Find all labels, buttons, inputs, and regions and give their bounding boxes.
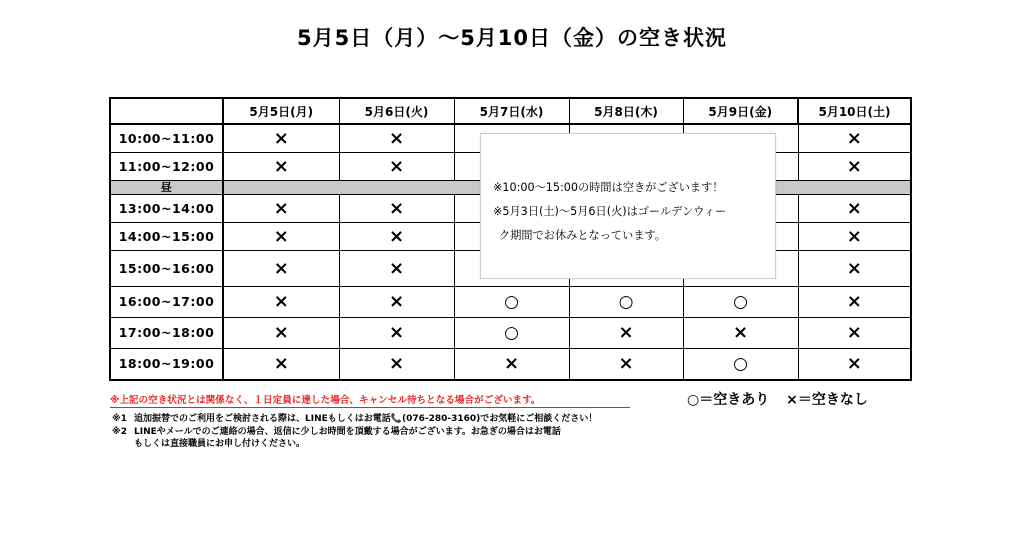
time-slot-label: 15:00~16:00 (110, 250, 223, 286)
availability-cell: × (339, 286, 454, 317)
footnote-number: ※2 (112, 426, 128, 437)
availability-cell: ○ (569, 286, 683, 317)
time-slot-label: 13:00~14:00 (110, 194, 223, 222)
footnote (112, 438, 597, 451)
availability-cell: × (798, 124, 911, 152)
availability-cell: × (339, 222, 454, 250)
day-header: 5月6日(火) (339, 98, 454, 124)
availability-cell: × (798, 152, 911, 180)
availability-cell: × (223, 286, 339, 317)
availability-cell: ○ (683, 348, 798, 380)
availability-cell: × (798, 222, 911, 250)
closure-popup (480, 133, 776, 279)
capacity-notice: ※上記の空き状況とは関係なく、１日定員に達した場合、キャンセル待ちとなる場合がございます。 (110, 392, 630, 408)
availability-cell: × (223, 124, 339, 152)
day-header: 5月9日(金) (683, 98, 798, 124)
day-header: 5月5日(月) (223, 98, 339, 124)
availability-cell: × (569, 317, 683, 348)
availability-cell: × (339, 348, 454, 380)
availability-cell: ○ (454, 286, 569, 317)
footnote-text: 追加振替でのご利用をご検討される際は、LINEもしくはお電話📞(076-280-3160)でお気軽にご相談ください！ (134, 414, 598, 424)
popup-line: ※5月3日(土)〜5月6日(火)はゴールデンウィー (493, 205, 727, 218)
corner-cell (110, 98, 223, 124)
footnotes (112, 413, 597, 451)
availability-cell: × (569, 348, 683, 380)
time-slot-label: 16:00~17:00 (110, 286, 223, 317)
availability-cell: × (223, 317, 339, 348)
legend-available: ○＝空きあり (687, 392, 770, 408)
availability-cell: × (223, 152, 339, 180)
availability-cell: × (223, 348, 339, 380)
availability-cell: × (798, 250, 911, 286)
availability-cell: ○ (683, 286, 798, 317)
footnote-text: LINEやメールでのご連絡の場合、返信に少しお時間を頂戴する場合がございます。お急ぎの場合はお電話 (134, 426, 561, 437)
time-slot-label: 17:00~18:00 (110, 317, 223, 348)
time-slot-label: 11:00~12:00 (110, 152, 223, 180)
header-row (110, 98, 911, 124)
availability-cell: × (798, 348, 911, 380)
footnote-number: ※1 (112, 414, 128, 424)
footnote (112, 413, 597, 426)
day-header: 5月7日(水) (454, 98, 569, 124)
time-row (110, 286, 911, 317)
time-slot-label: 18:00~19:00 (110, 348, 223, 380)
page-title: 5月5日（月）〜5月10日（金）の空き状況 (296, 26, 728, 50)
popup-line: ※10:00〜15:00の時間は空きがございます！ (493, 181, 724, 194)
availability-cell: × (798, 317, 911, 348)
day-header: 5月10日(土) (798, 98, 911, 124)
time-row (110, 317, 911, 348)
availability-cell: × (798, 194, 911, 222)
availability-cell: × (798, 286, 911, 317)
popup-line: ク期間でお休みとなっています。 (499, 229, 666, 242)
availability-cell: × (339, 194, 454, 222)
time-slot-label: 14:00~15:00 (110, 222, 223, 250)
footnote (112, 426, 597, 439)
availability-cell: ○ (454, 317, 569, 348)
time-row (110, 348, 911, 380)
availability-cell: × (339, 152, 454, 180)
availability-cell: × (223, 194, 339, 222)
availability-cell: × (683, 317, 798, 348)
availability-cell: × (339, 124, 454, 152)
legend-unavailable: ×＝空きなし (786, 392, 868, 408)
footnote-text: もしくは直接職員にお申し付けください。 (134, 439, 306, 449)
legend (687, 389, 880, 409)
availability-cell: × (223, 250, 339, 286)
availability-cell: × (454, 348, 569, 380)
time-slot-label: 10:00~11:00 (110, 124, 223, 152)
availability-cell: × (339, 250, 454, 286)
day-header: 5月8日(木) (569, 98, 683, 124)
availability-cell: × (339, 317, 454, 348)
availability-cell: × (223, 222, 339, 250)
lunch-label: 昼 (110, 180, 223, 194)
